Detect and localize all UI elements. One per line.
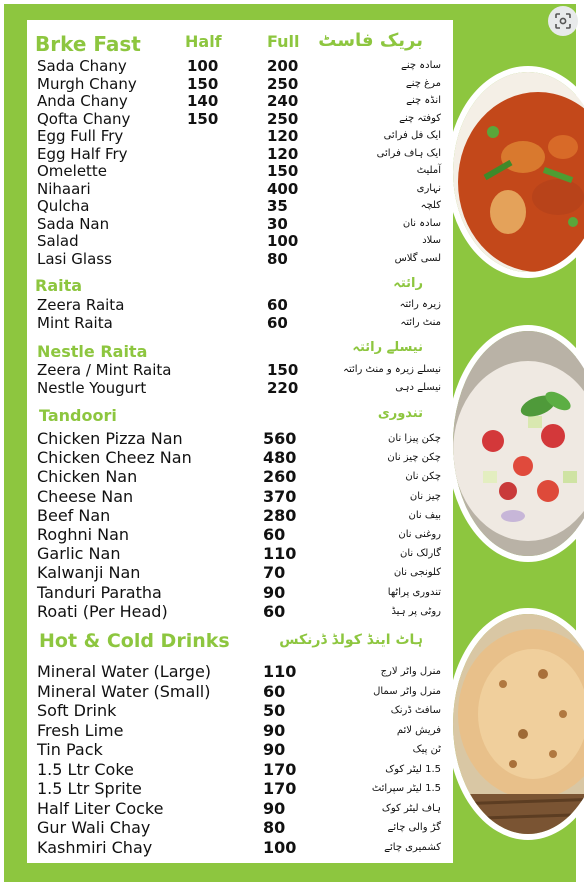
item-full-price: 250 <box>267 74 299 93</box>
item-name: Gur Wali Chay <box>37 818 151 837</box>
item-name: Tanduri Paratha <box>37 582 162 602</box>
item-full-price: 260 <box>263 467 297 487</box>
drinks-item-row <box>27 780 453 798</box>
raita-item-row <box>27 296 453 314</box>
item-name: Lasi Glass <box>37 249 112 268</box>
item-urdu-name: منرل واٹر سمال <box>373 685 441 697</box>
drinks-item-row <box>27 761 453 779</box>
item-urdu-name: بیف نان <box>408 509 441 521</box>
item-urdu-name: گارلک نان <box>400 548 441 560</box>
item-urdu-name: کلچہ <box>420 200 441 211</box>
nestle-urdu-title: نیسلے رائتہ <box>352 340 423 355</box>
item-full-price: 110 <box>263 544 297 564</box>
item-urdu-name: چکن چیز نان <box>387 452 441 464</box>
item-full-price: 60 <box>263 601 286 621</box>
item-full-price: 60 <box>267 313 288 332</box>
item-name: Fresh Lime <box>37 720 124 740</box>
item-full-price: 110 <box>263 662 297 681</box>
item-full-price: 150 <box>267 162 299 180</box>
breakfast-item-row <box>27 92 453 110</box>
item-name: Salad <box>37 232 79 250</box>
item-name: Mineral Water (Large) <box>37 662 212 681</box>
item-name: Kashmiri Chay <box>37 837 153 857</box>
item-name: Roati (Per Head) <box>37 601 168 621</box>
tandoori-item-row <box>27 468 453 486</box>
item-name: Roghni Nan <box>37 525 130 544</box>
item-full-price: 60 <box>267 296 288 314</box>
item-full-price: 30 <box>267 214 288 233</box>
item-full-price: 250 <box>267 109 299 128</box>
item-name: Sada Chany <box>37 57 127 75</box>
breakfast-item-row <box>27 110 453 128</box>
item-name: 1.5 Ltr Sprite <box>37 779 142 798</box>
item-full-price: 480 <box>263 448 297 468</box>
item-name: Mineral Water (Small) <box>37 681 211 701</box>
item-urdu-name: منٹ رائتہ <box>400 316 441 328</box>
item-full-price: 120 <box>267 127 299 145</box>
drinks-item-row <box>27 683 453 701</box>
item-full-price: 560 <box>263 429 297 448</box>
item-name: Anda Chany <box>37 92 128 110</box>
tandoori-urdu-title: تندوری <box>377 406 423 421</box>
tandoori-item-row <box>27 564 453 582</box>
item-name: Zeera / Mint Raita <box>37 361 172 379</box>
item-urdu-name: چکن پیزا نان <box>388 433 441 444</box>
drinks-item-row <box>27 819 453 837</box>
item-name: 1.5 Ltr Coke <box>37 759 134 779</box>
item-name: Omelette <box>37 162 108 180</box>
item-name: Tin Pack <box>37 740 103 759</box>
item-name: Garlic Nan <box>37 544 121 564</box>
item-name: Murgh Chany <box>37 74 137 93</box>
breakfast-item-row <box>27 75 453 93</box>
item-full-price: 220 <box>267 378 299 397</box>
item-urdu-name: سادہ نان <box>402 217 441 229</box>
tandoori-title: Tandoori <box>39 406 117 425</box>
item-name: Qulcha <box>37 197 90 215</box>
tandoori-item-row <box>27 488 453 506</box>
item-urdu-name: ایک ہاف فرائی <box>376 147 441 159</box>
item-name: Egg Half Fry <box>37 144 128 163</box>
item-urdu-name: کشمیری چائے <box>384 841 441 853</box>
item-urdu-name: ہاف لیٹر کوک <box>381 802 441 814</box>
item-urdu-name: سافٹ ڈرنک <box>390 705 441 716</box>
item-full-price: 90 <box>263 798 286 818</box>
item-name: Soft Drink <box>37 701 117 720</box>
item-urdu-name: 1.5 لیٹر کوک <box>385 763 441 775</box>
drinks-item-row <box>27 663 453 681</box>
google-lens-icon[interactable] <box>548 6 578 36</box>
item-urdu-name: سادہ چنے <box>401 60 441 71</box>
drinks-item-row <box>27 800 453 818</box>
item-name: Qofta Chany <box>37 109 131 128</box>
item-full-price: 80 <box>263 818 286 837</box>
item-full-price: 35 <box>267 197 288 215</box>
tandoori-item-row <box>27 526 453 544</box>
item-name: Kalwanji Nan <box>37 563 141 583</box>
item-name: Zeera Raita <box>37 296 125 314</box>
raita-title: Raita <box>35 276 83 295</box>
half-column-header: Half <box>185 32 222 51</box>
item-urdu-name: سلاد <box>422 235 441 246</box>
item-name: Beef Nan <box>37 505 111 525</box>
drinks-title: Hot & Cold Drinks <box>39 630 230 652</box>
tandoori-item-row <box>27 430 453 448</box>
item-urdu-name: چیز نان <box>409 490 441 502</box>
item-full-price: 100 <box>263 837 297 857</box>
item-full-price: 100 <box>267 232 299 250</box>
item-full-price: 200 <box>267 57 299 75</box>
item-full-price: 150 <box>267 361 299 379</box>
breakfast-item-row <box>27 232 453 250</box>
item-name: Egg Full Fry <box>37 127 124 145</box>
breakfast-item-row <box>27 127 453 145</box>
full-column-header: Full <box>267 32 300 51</box>
item-full-price: 50 <box>263 701 286 720</box>
item-name: Nestle Yougurt <box>37 378 147 397</box>
item-half-price: 150 <box>187 74 219 93</box>
breakfast-item-row <box>27 180 453 198</box>
item-half-price: 100 <box>187 57 219 75</box>
item-half-price: 140 <box>187 92 219 110</box>
tandoori-item-row <box>27 603 453 621</box>
breakfast-item-row <box>27 215 453 233</box>
item-urdu-name: کلونجی نان <box>393 567 441 579</box>
item-name: Nihaari <box>37 179 91 198</box>
item-urdu-name: نیسلے زیرہ و منٹ رائتہ <box>343 364 441 375</box>
item-name: Mint Raita <box>37 313 113 332</box>
item-urdu-name: کوفتہ چنے <box>399 112 441 124</box>
item-urdu-name: نہاری <box>416 182 441 194</box>
drinks-item-row <box>27 702 453 720</box>
raita-urdu-title: رائتہ <box>393 276 423 291</box>
nestle-item-row <box>27 379 453 397</box>
item-full-price: 170 <box>263 759 297 779</box>
item-name: Cheese Nan <box>37 486 134 506</box>
item-urdu-name: منرل واٹر لارج <box>380 666 441 677</box>
drinks-item-row <box>27 839 453 857</box>
item-full-price: 170 <box>263 779 297 798</box>
item-urdu-name: زیرہ رائتہ <box>399 299 441 310</box>
item-name: Half Liter Cocke <box>37 798 164 818</box>
item-urdu-name: روغنی نان <box>398 529 441 540</box>
item-full-price: 280 <box>263 505 297 525</box>
item-urdu-name: چکن نان <box>405 471 441 483</box>
item-full-price: 70 <box>263 563 286 583</box>
item-name: Chicken Nan <box>37 467 138 487</box>
item-urdu-name: لسی گلاس <box>394 252 441 264</box>
item-urdu-name: انڈہ چنے <box>406 95 441 106</box>
item-urdu-name: ایک فل فرائی <box>383 130 441 141</box>
breakfast-item-row <box>27 57 453 75</box>
item-urdu-name: تندوری پراٹھا <box>387 586 441 598</box>
item-full-price: 60 <box>263 525 286 544</box>
drinks-urdu-title: ہاٹ اینڈ کولڈ ڈرنکس <box>279 632 423 648</box>
tandoori-item-row <box>27 584 453 602</box>
breakfast-item-row <box>27 250 453 268</box>
item-urdu-name: مرغ چنے <box>405 77 441 89</box>
item-full-price: 120 <box>267 144 299 163</box>
item-full-price: 240 <box>267 92 299 110</box>
tandoori-item-row <box>27 507 453 525</box>
item-urdu-name: گڑ والی چائے <box>387 822 441 833</box>
item-full-price: 60 <box>263 681 286 701</box>
item-name: Sada Nan <box>37 214 110 233</box>
drinks-item-row <box>27 722 453 740</box>
item-urdu-name: روٹی پر ہیڈ <box>391 605 441 617</box>
item-urdu-name: فریش لائم <box>396 724 441 736</box>
menu-panel <box>27 20 453 863</box>
nestle-title: Nestle Raita <box>37 342 148 361</box>
nestle-item-row <box>27 361 453 379</box>
item-name: Chicken Pizza Nan <box>37 429 183 448</box>
item-full-price: 400 <box>267 179 299 198</box>
item-urdu-name: 1.5 لیٹر سپرائٹ <box>371 783 441 794</box>
breakfast-item-row <box>27 145 453 163</box>
item-urdu-name: ٹن پیک <box>412 744 441 755</box>
tandoori-item-row <box>27 449 453 467</box>
item-full-price: 90 <box>263 582 286 602</box>
item-full-price: 90 <box>263 720 286 740</box>
item-full-price: 80 <box>267 249 288 268</box>
breakfast-item-row <box>27 197 453 215</box>
drinks-item-row <box>27 741 453 759</box>
item-full-price: 370 <box>263 486 297 506</box>
breakfast-item-row <box>27 162 453 180</box>
breakfast-title: Brke Fast <box>35 32 141 56</box>
item-full-price: 90 <box>263 740 286 759</box>
item-name: Chicken Cheez Nan <box>37 448 192 468</box>
item-urdu-name: آملیٹ <box>416 165 441 176</box>
raita-item-row <box>27 314 453 332</box>
breakfast-urdu-title: بریک فاسٹ <box>318 30 423 51</box>
item-urdu-name: نیسلے دہی <box>395 381 441 393</box>
item-half-price: 150 <box>187 109 219 128</box>
tandoori-item-row <box>27 545 453 563</box>
